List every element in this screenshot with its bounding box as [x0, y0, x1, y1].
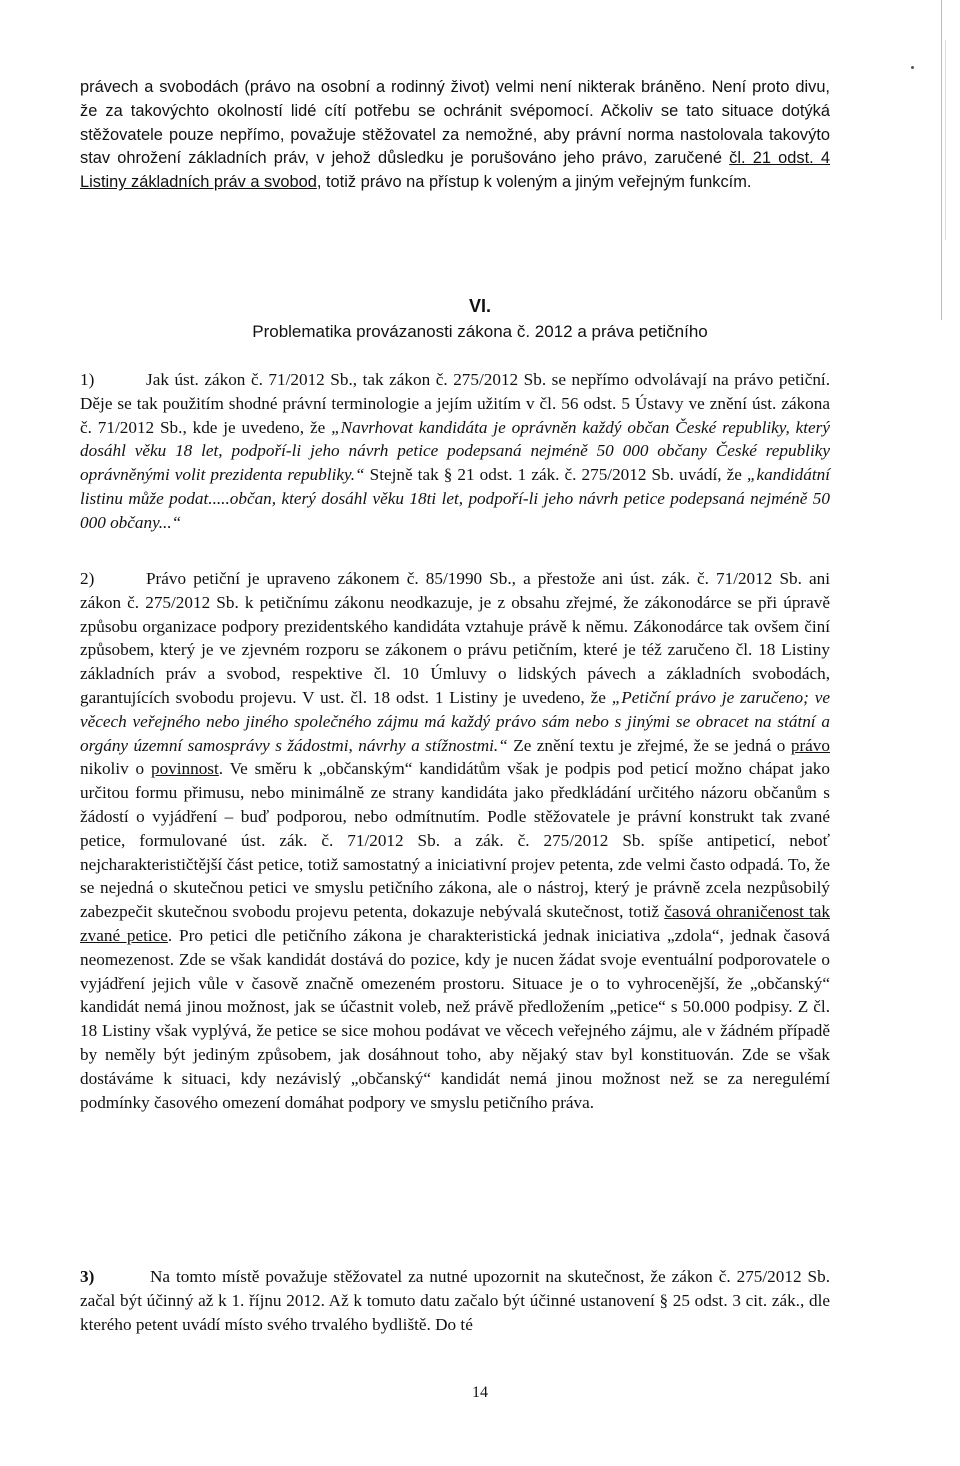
item-1-text: [80, 368, 830, 535]
item-1-quote-law: „kandidátní listinu může podat.....občan, který dosáhl věku 18ti let, podpoří-li jeho návrh petice podepsaná nejméně 50 000 občany...“: [80, 465, 830, 532]
section-number: VI.: [468, 296, 491, 316]
charter-reference: čl. 21 odst. 4 Listiny základních práv a svobod: [80, 149, 830, 192]
item-3-body: Na tomto místě považuje stěžovatel za nutné upozornit na skutečnost, že zákon č. 275/2012 Sb. začal být účinný až k 1. říjnu 2012. Až k tomuto datu začalo být účinné ustanovení § 25 odst. 3 cit. zák., dle kterého petent uvádí místo svého trvalého bydliště. Do té: [80, 1267, 830, 1334]
item-2-text: [80, 567, 830, 1114]
item-1-quote-constitution: „Navrhovat kandidáta je oprávněn každý občan České republiky, který dosáhl věku 18 let, podpoří-li jeho návrh petice podepsaná nejméně 50 000 občany České republiky oprávněnými volit prezidenta republiky.“: [80, 417, 830, 485]
scan-edge-line: [945, 40, 946, 240]
item-2-body: Právo petiční je upraveno zákonem č. 85/1990 Sb., a přestože ani úst. zák. č. 71/2012 Sb. ani zákon č. 275/2012 Sb. k petičnímu zákonu neodkazuje, je z obsahu zřejmé, že zákonodárce se při úpravě způsobu organizace podpory prezidentského kandidáta vztahuje právě k němu. Zákonodárce tak ovšem činí způsobem, který je ve zjevném rozporu se zákonem o právu petičním, které je též zaručeno čl. 18 Listiny základních práv a svobod, respektive čl. 10 Úmluvy o lidských pávech a základních svobodách, garantujících svobodu projevu. V ust. čl. 18 odst. 1 Listiny je uvedeno, že: [80, 569, 830, 707]
paragraph-top: [80, 76, 830, 195]
item-3-text: [80, 1265, 830, 1336]
paragraph-top-text: [80, 76, 830, 195]
item-2-quote-charter: „Petiční právo je zaručeno; ve věcech veřejného nebo jiného společného zájmu má každý právo sám nebo s jinými se obracet na státní a orgány územní samosprávy s žádostmi, návrhy a stížnostmi.“: [80, 687, 830, 755]
list-item-2: [80, 567, 830, 1114]
item-1-body: Jak úst. zákon č. 71/2012 Sb., tak zákon č. 275/2012 Sb. se nepřímo odvolávají na právo petiční. Děje se tak použitím shodné právní terminologie a jejím užitím v čl. 56 odst. 5 Ústavy ve znění úst. zákona č. 71/2012 Sb., kde je uvedeno, že: [80, 370, 830, 437]
item-2-number: 2): [80, 569, 95, 588]
item-2-right-underlined: právo: [790, 735, 830, 755]
item-2-body-4: . Ve směru k „občanským“ kandidátům však je podpis pod peticí možno chápat jako určitou formu přimusu, nebo minimálně ze strany kandidáta jako předkládání určitého názoru občanům s žádostí o vyjádření – buď podporou, nebo odmítnutím. Podle stěžovatele je právní konstrukt tak zvané petice, formulované úst. zák. č. 71/2012 Sb. a zák. č. 275/2012 Sb. spíše antipeticí, neboť nejcharakterističtější část petice, totiž samostatný a iniciativní projev petenta, zde velmi často odpadá. To, že se nejedná o skutečnou petici ve smyslu petičního zákona, ale o nástroj, který je právně zcela nezpůsobilý zabezpečit skutečnou svobodu projevu petenta, dokazuje nebývalá skutečnost, totiž: [80, 759, 830, 922]
item-2-body-2: Ze znění textu je zřejmé, že se jedná o: [507, 735, 791, 755]
page-number: 14: [472, 1384, 488, 1401]
scan-speck: [911, 66, 914, 69]
scan-edge-line: [941, 0, 942, 320]
item-2-body-3: nikoliv o: [80, 759, 151, 779]
list-item-1: [80, 368, 830, 535]
item-2-body-5: . Pro petici dle petičního zákona je charakteristická jednak iniciativa „zdola“, jednak časová neomezenost. Zde se však kandidát dostává do pozice, kdy je nucen žádat svoje eventuální podporovatele o vyjádření jejich vůle v časově značně omezeném prostoru. Situace je o to vyhrocenější, že „občanský“ kandidát nemá jinou možnost, jak se účastnit voleb, než právě předložením „petice“ s 50.000 podpisy. Z čl. 18 Listiny však vyplývá, že petice se sice mohou podávat ve věcech veřejného zájmu, ale v žádném případě by neměly být jediným způsobem, jak dosáhnout toho, aby nějaký stav byl konstituován. Zde se však dostáváme k situaci, kdy nezávislý „občanský“ kandidát nemá jinou možnost než se za neregulémí podmínky časového omezení domáhat podpory ve smyslu petičního práva.: [80, 925, 830, 1112]
list-item-3: [80, 1265, 830, 1336]
paragraph-top-tail: , totiž právo na přístup k voleným a jiným veřejným funkcím.: [316, 173, 752, 192]
item-2-duty-underlined: povinnost: [150, 759, 219, 779]
section-title: Problematika provázanosti zákona č. 2012 a práva petičního: [252, 322, 708, 341]
paragraph-top-body: právech a svobodách (právo na osobní a rodinný život) velmi není nikterak bráněno. Není proto divu, že za takovýchto okolností lidé cítí potřebu se ochránit svépomocí. Ačkoliv se tato situace dotýká stěžovatele pouze nepřímo, považuje stěžovatel za nemožné, aby právní norma nastolovala takovýto stav ohrožení základních práv, v jehož důsledku je porušováno jeho právo, zaručené: [80, 78, 830, 168]
item-2-time-limit-underlined: časová ohraničenost tak zvané petice: [80, 902, 831, 945]
item-1-body-2: Stejně tak § 21 odst. 1 zák. č. 275/2012 Sb. uvádí, že: [364, 465, 747, 485]
item-1-number: 1): [80, 370, 95, 389]
item-3-number: 3): [80, 1267, 95, 1286]
